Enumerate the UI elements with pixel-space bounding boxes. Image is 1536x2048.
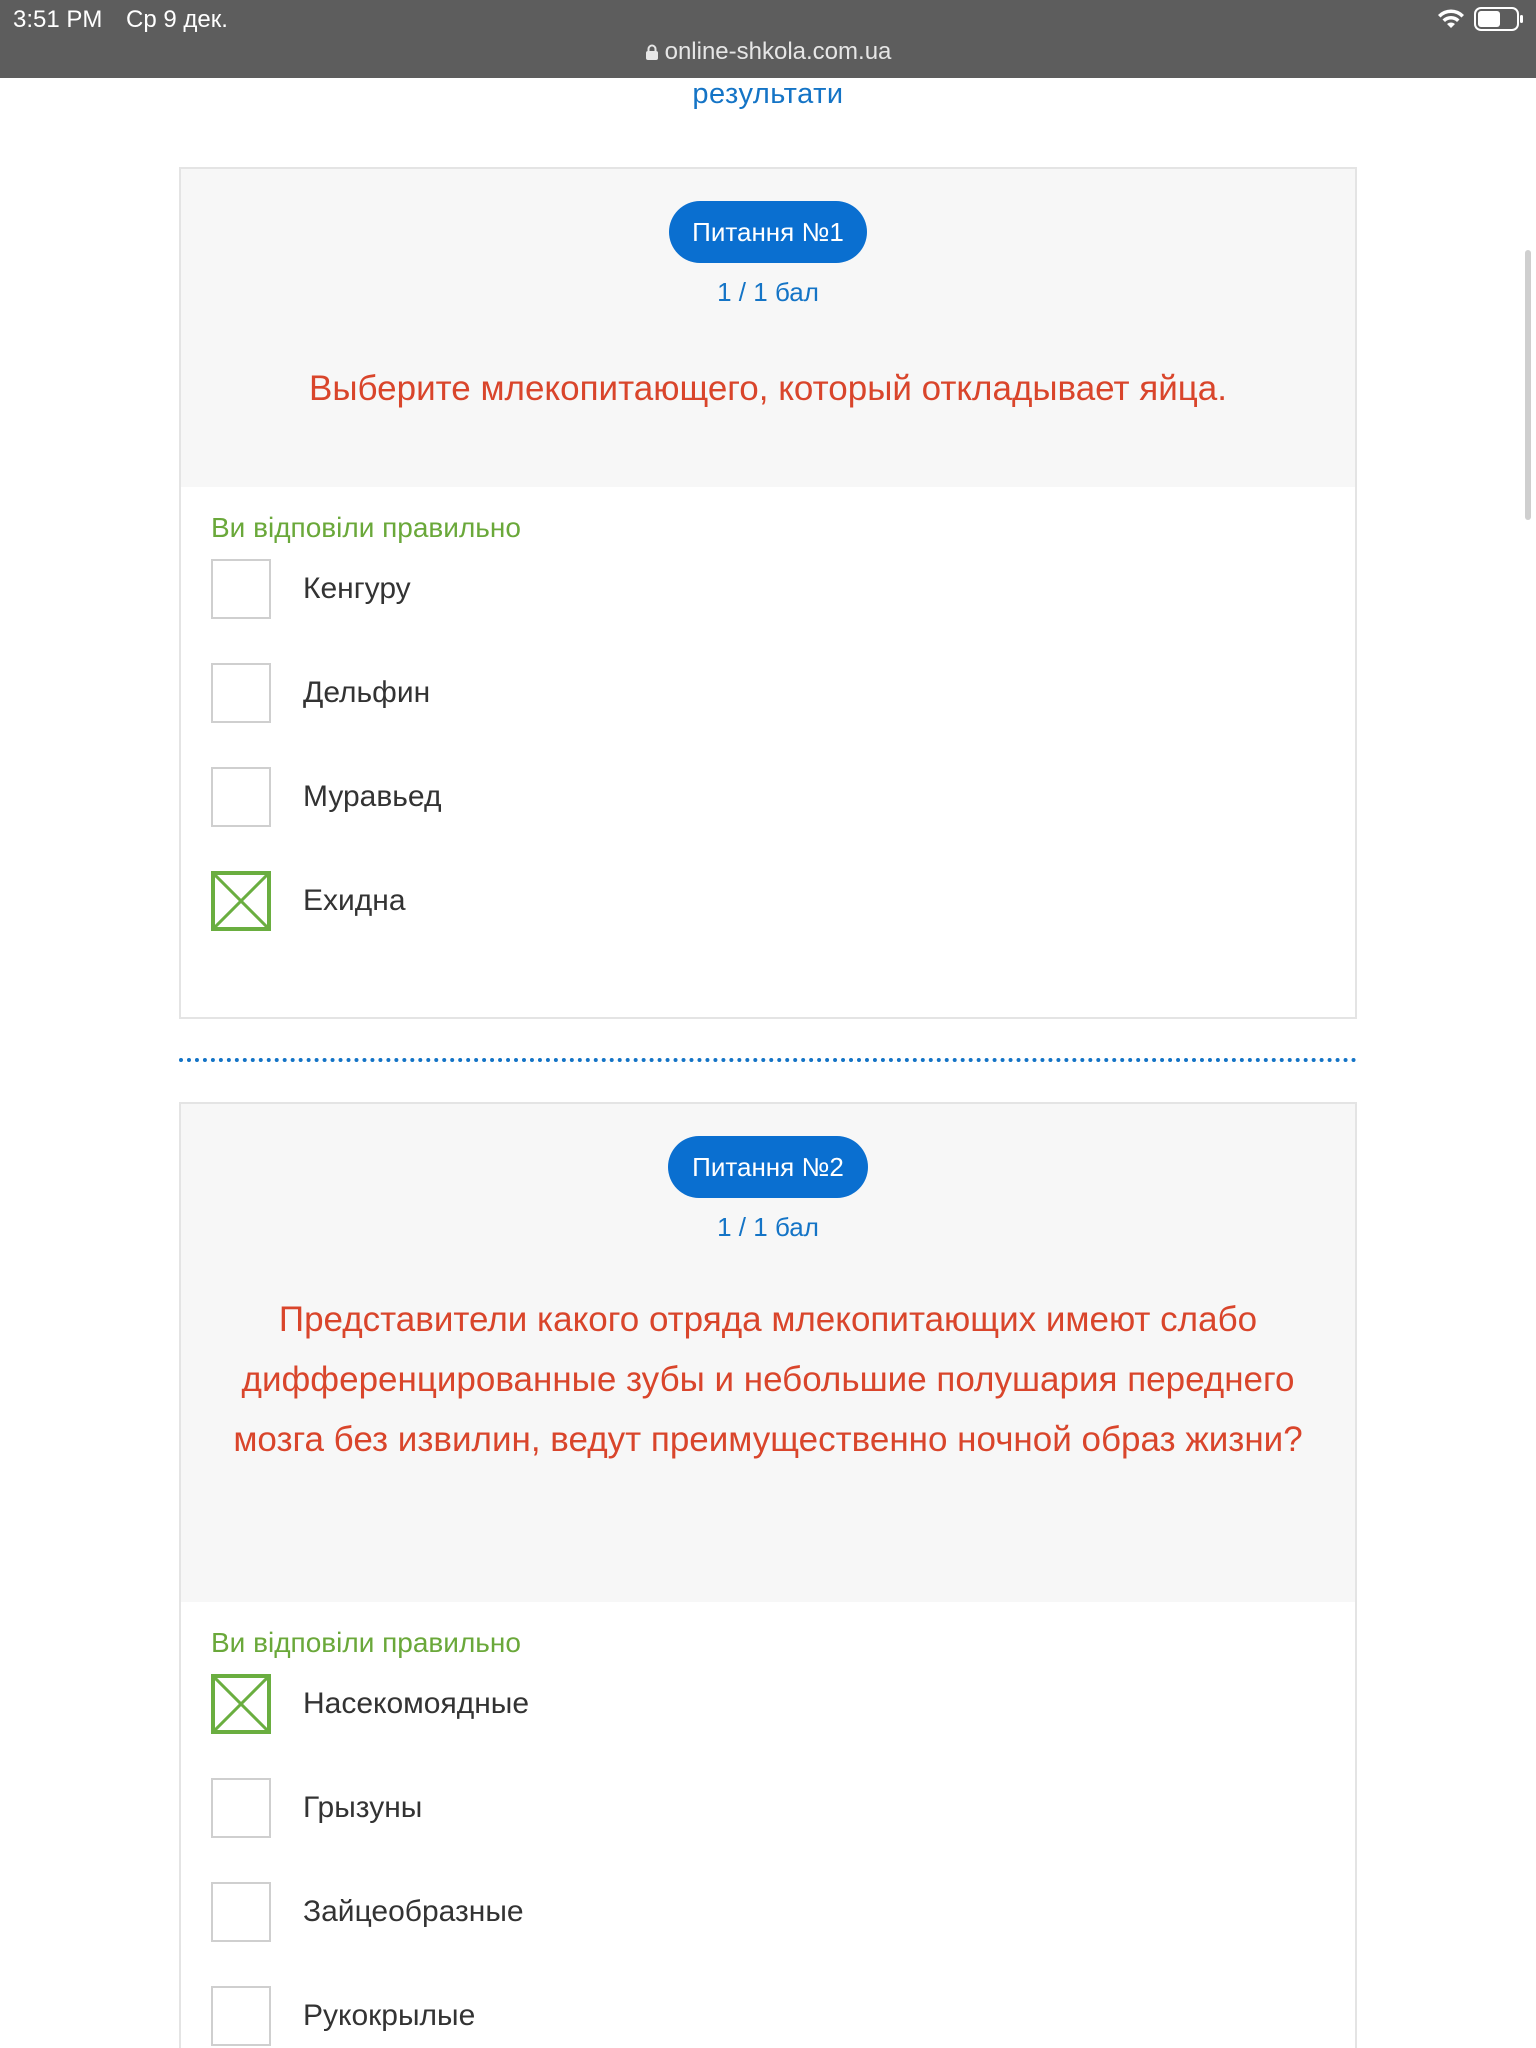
checked-cross-icon	[215, 1678, 267, 1730]
question-number-badge: Питання №2	[668, 1136, 868, 1198]
answer-option[interactable]	[211, 663, 1355, 767]
browser-status-bar	[0, 0, 1536, 78]
question-text: Выберите млекопитающего, который откладывает яйца.	[309, 369, 1227, 408]
answer-checkbox[interactable]	[211, 1986, 271, 2046]
answer-option[interactable]	[211, 767, 1355, 871]
answer-option[interactable]	[211, 1882, 1355, 1986]
question-score: 1 / 1 бал	[717, 1212, 819, 1242]
wifi-icon	[1436, 7, 1466, 31]
answer-option[interactable]	[211, 871, 1355, 975]
status-icons	[1436, 6, 1524, 32]
battery-icon	[1474, 6, 1524, 32]
question-header	[181, 1104, 1355, 1602]
question-card-2	[179, 1102, 1357, 2048]
answer-checkbox[interactable]	[211, 1778, 271, 1838]
lock-icon	[645, 44, 659, 60]
answer-option[interactable]	[211, 1986, 1355, 2048]
answer-list	[181, 1602, 1355, 2048]
url-text: online-shkola.com.ua	[664, 38, 892, 65]
question-header	[181, 169, 1355, 487]
status-time: 3:51 PM	[13, 6, 103, 33]
answer-checkbox-checked[interactable]	[211, 871, 271, 931]
question-number-badge: Питання №1	[669, 201, 867, 263]
answer-label: Кенгуру	[303, 572, 411, 605]
answer-option[interactable]	[211, 559, 1355, 663]
answer-checkbox[interactable]	[211, 1882, 271, 1942]
answer-label: Рукокрылые	[303, 1999, 476, 2032]
answer-label: Зайцеобразные	[303, 1895, 524, 1928]
answer-checkbox-checked[interactable]	[211, 1674, 271, 1734]
answer-option[interactable]	[211, 1778, 1355, 1882]
address-bar[interactable]	[0, 38, 1536, 66]
question-divider	[179, 1058, 1357, 1062]
answer-label: Грызуны	[303, 1791, 423, 1824]
question-text: Представители какого отряда млекопитающих имеют слабо дифференцированные зубы и небольшие полушария переднего мозга без извилин, ведут преимущественно ночной образ жизни?	[233, 1300, 1303, 1459]
result-note: Ви відповіли правильно	[211, 512, 521, 543]
checked-cross-icon	[215, 875, 267, 927]
answer-label: Дельфин	[303, 676, 431, 709]
results-link[interactable]: результати	[692, 78, 844, 110]
result-note: Ви відповіли правильно	[211, 1627, 521, 1658]
answer-checkbox[interactable]	[211, 767, 271, 827]
question-score: 1 / 1 бал	[717, 277, 819, 307]
answer-label: Ехидна	[303, 884, 406, 917]
question-card-1	[179, 167, 1357, 1019]
answer-list	[181, 487, 1355, 975]
answer-label: Насекомоядные	[303, 1687, 530, 1720]
answer-label: Муравьед	[303, 780, 442, 813]
status-date: Ср 9 дек.	[126, 6, 228, 33]
page-scrollbar[interactable]	[1525, 250, 1531, 520]
answer-checkbox[interactable]	[211, 559, 271, 619]
answer-checkbox[interactable]	[211, 663, 271, 723]
answer-option[interactable]	[211, 1674, 1355, 1778]
